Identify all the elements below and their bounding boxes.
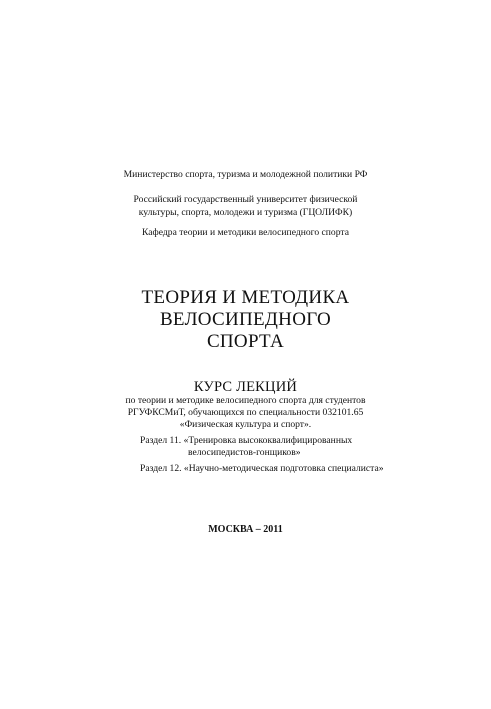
ministry-line: Министерство спорта, туризма и молодежной политики РФ [123,169,368,180]
university-line-1: Российский государственный университет физической [133,194,358,205]
book-title-line-3: СПОРТА [206,331,285,352]
book-title-line-2: ВЕЛОСИПЕДНОГО [159,309,332,330]
course-description-line-2: РГУФКСМиТ, обучающихся по специальности 032101.65 [127,407,364,418]
section-11-line-1: Раздел 11. «Тренировка высококвалифицированных [140,435,353,446]
book-title-line-1: ТЕОРИЯ И МЕТОДИКА [141,287,350,308]
university-line-2: культуры, спорта, молодежи и туризма (ГЦОЛИФК) [138,207,353,218]
course-description-line-3: «Физическая культура и спорт». [179,419,312,430]
course-description-line-1: по теории и методике велосипедного спорта для студентов [125,395,366,406]
section-11-line-2: велосипедистов-гонщиков» [188,447,301,458]
course-heading: КУРС ЛЕКЦИЙ [193,379,298,395]
place-year: МОСКВА – 2011 [208,524,283,535]
section-12: Раздел 12. «Научно-методическая подготовка специалиста» [140,463,384,474]
department-line: Кафедра теории и методики велосипедного спорта [142,227,349,238]
